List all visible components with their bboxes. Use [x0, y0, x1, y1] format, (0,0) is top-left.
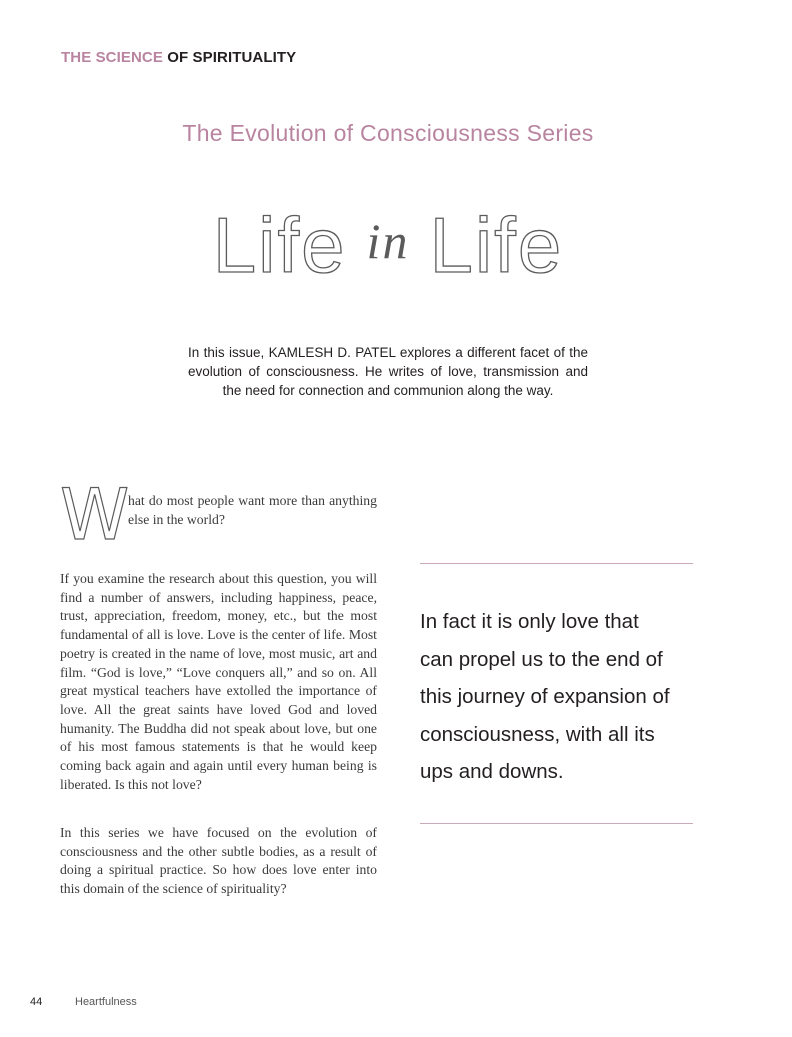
title-word-life-1: Life: [212, 201, 347, 289]
section-label-part2: OF SPIRITUALITY: [167, 49, 297, 66]
series-title: The Evolution of Consciousness Series: [182, 120, 594, 146]
pull-quote-line: can propel us to the end of: [420, 647, 663, 671]
body-paragraph-2: In this series we have focused on the evolution of consciousness and the other subtle bodies, as a result of doing a spiritual practice. So how does love enter into this domain of the science of spirituality?: [60, 825, 377, 897]
section-label-part1: THE SCIENCE: [61, 49, 163, 66]
drop-cap: W: [60, 474, 130, 556]
section-label: [61, 49, 296, 66]
lead-paragraph: hat do most people want more than anything else in the world?: [128, 493, 377, 527]
pull-quote-line: In fact it is only love that: [420, 610, 639, 633]
page-title: [0, 200, 776, 291]
intro-deck: In this issue, KAMLESH D. PATEL explores a different facet of the evolution of consciousness. He writes of love, transmission and the need for connection and communion along the way.: [188, 345, 588, 398]
title-word-in: in: [366, 213, 410, 269]
page-number: 44: [30, 996, 43, 1008]
pull-quote-line: consciousness, with all its: [420, 722, 655, 746]
pull-quote: [420, 603, 705, 791]
pull-quote-bottom-rule: [420, 823, 693, 824]
pull-quote-line: this journey of expansion of: [420, 685, 670, 708]
publication-name: Heartfulness: [75, 996, 137, 1008]
title-word-life-2: Life: [429, 201, 564, 289]
body-paragraph-1: If you examine the research about this question, you will find a number of answers, including happiness, peace, trust, appreciation, freedom, money, etc., but the most fundamental of all is love. Love is the center of life. Most poetry is created in the name of love, most music, art and film. “God is love,” “Love conquers all,” and so on. All great mystical teachers have extolled the importance of love. All the great saints have loved God and loved humanity. The Buddha did not speak about love, but one of his most famous statements is that he would keep coming back again and again until every human being is liberated. Is this not love?: [60, 571, 377, 792]
pull-quote-top-rule: [420, 563, 693, 564]
pull-quote-line: ups and downs.: [420, 760, 564, 783]
